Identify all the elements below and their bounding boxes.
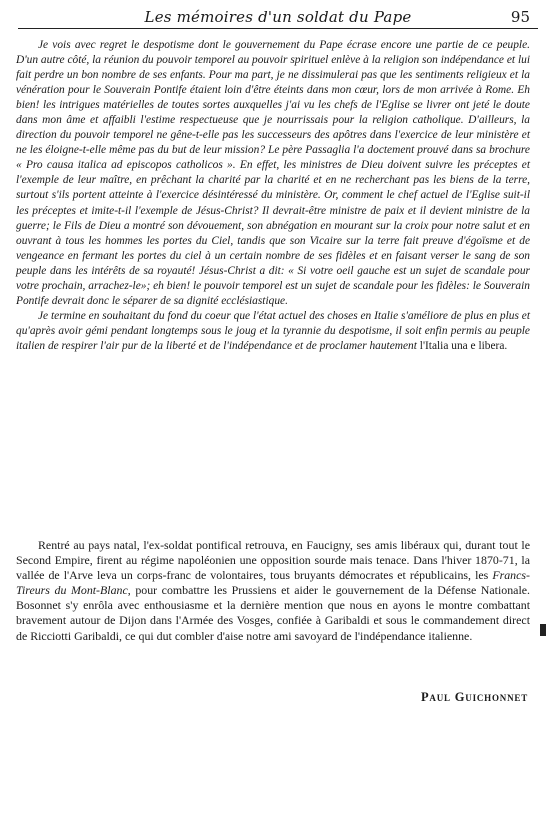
commentary-paragraph <box>16 538 530 644</box>
quote-paragraph-1: Je vois avec regret le despotisme dont le gouvernement du Pape écrase encore une partie de ce peuple. D'un autre côté, la réunion du pouvoir temporel au pouvoir spirituel enlève à la religion son indépendance et lui fait perdre un bon nombre de ses enfants. Pour ma part, je ne dissimulerai pas que les sentiments religieux et la vénération pour le Souverain Pontife étaient loin d'être éteints dans mon cœur, lors de mon arrivée à Rome. Eh bien! les intrigues matérielles de toutes sortes auxquelles j'ai vu les chefs de l'Eglise se livrer ont jeté le doute dans mon âme et affaibli l'estime respectueuse que je nourrissais pour la religion catholique. D'ailleurs, la direction du pouvoir temporel ne gêne-t-elle pas les successeurs des apôtres dans l'exercice de leur ministère et ne les éloigne-t-elle même pas du but de leur mission? Le père Passaglia l'a doctement prouvé dans sa brochure « Pro causa italica ad episcopos catholicos ». En effet, les ministres de Dieu doivent suivre les préceptes et l'exemple de leur maître, en prêchant la charité par la charité et en ne recherchant pas les biens de la terre, surtout s'ils portent atteinte à l'exercice désintéressé du ministère. Or, comment le chef actuel de l'Eglise suit-il les préceptes et imite-t-il l'exemple de Jésus-Christ? Il devrait-être ministre de paix et il devient ministre de la guerre; le Fils de Dieu a montré son dévouement, son abnégation en mourant sur la croix pour notre salut et en ouvrant à tous les hommes les portes du Ciel, tandis que son Vicaire sur la terre fait preuve d'égoïsme et de vengeance en fermant les portes du ciel à un certain nombre de ses fidèles et en faisant verser le sang de son peuple dans les intérêts de sa royauté! Jésus-Christ a dit: « Si votre oeil gauche est un sujet de scandale pour votre prochain, arrachez-le»; eh bien! le pouvoir temporel est un sujet de scandale pour les fidèles: le Souverain Pontife devrait donc le séparer de sa dignité ecclésiastique. <box>16 39 530 307</box>
editor-commentary <box>16 538 530 644</box>
running-head <box>18 6 538 29</box>
commentary-part-3: , pour combattre les Prussiens et aider le gouvernement de la Défense Nationale. Bosonnet s'y enrôla avec enthousiasme et la dernière mention que nous en ayons le montre combattant bravement autour de Dijon dans l'Armée des Vosges, confiée à Garibaldi et sous le commandement direct de Ricciotti Garibaldi, ce qui dut combler d'aise notre ami savoyard de l'indépendance italienne. <box>16 583 530 643</box>
running-title: Les mémoires d'un soldat du Pape <box>144 8 412 26</box>
commentary-corps-name: Francs-Tireurs du Mont-Blanc <box>16 568 530 598</box>
scan-edge-mark <box>540 624 546 636</box>
author-signature: Paul Guichonnet <box>421 690 528 704</box>
page-number: 95 <box>510 8 530 26</box>
quoted-memoir-passage <box>16 38 530 354</box>
quote-paragraph-2-italic: Je termine en souhaitant du fond du coeur que l'état actuel des choses en Italie s'améliore de plus en plus et qu'après avoir gémi pendant longtemps sous le joug et la tyrannie du despotisme, il soit enfin permis au peuple italien de respirer l'air pur de la liberté et de l'indépendance et de proclamer hautement <box>16 309 530 352</box>
commentary-part-1: Rentré au pays natal, l'ex-soldat pontifical retrouva, en Faucigny, ses amis libéraux qui, durant tout le Second Empire, firent au régime napoléonien une opposition sourde mais tenace. Dans l'hiver 1870-71, la vallée de l'Arve leva un corps-franc de volontaires, tous bruyants démocrates et républicains, les <box>16 538 530 583</box>
quote-closing-motto: l'Italia una e libera. <box>419 339 508 352</box>
quote-paragraph-2 <box>16 309 530 354</box>
